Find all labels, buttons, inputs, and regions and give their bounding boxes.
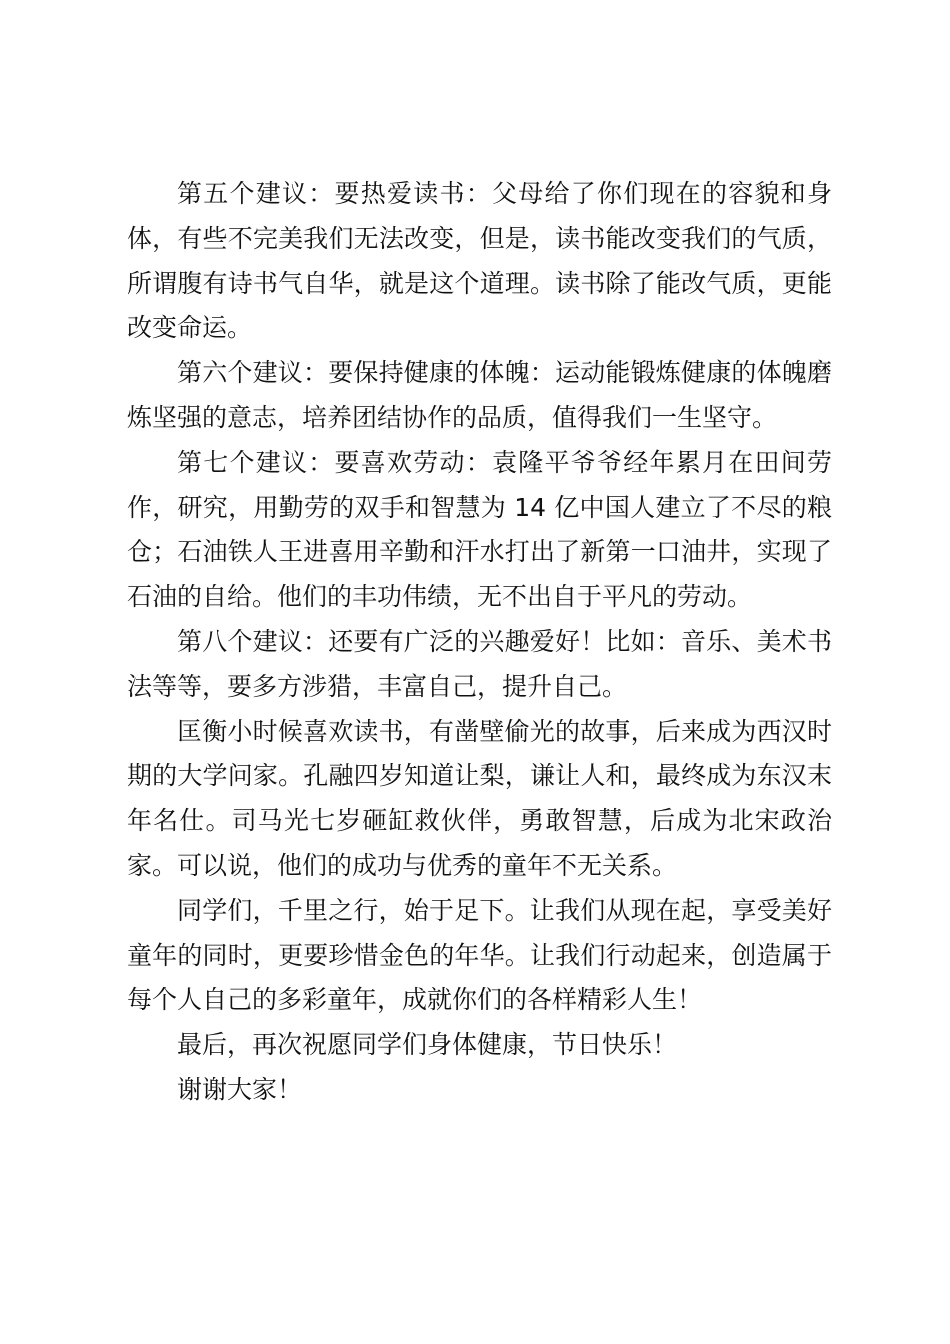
document-body xyxy=(127,172,832,1113)
paragraph-hobbies: 第八个建议：还要有广泛的兴趣爱好！比如：音乐、美术书法等等，要多方涉猎，丰富自己，提升自己。 xyxy=(127,626,832,701)
paragraph-historical-examples: 匡衡小时候喜欢读书，有凿壁偷光的故事，后来成为西汉时期的大学问家。孔融四岁知道让梨，谦让人和，最终成为东汉末年名仕。司马光七岁砸缸救伙伴，勇敢智慧，后成为北宋政治家。可以说，他们的成功与优秀的童年不无关系。 xyxy=(127,716,832,880)
paragraph-call-to-action: 同学们，千里之行，始于足下。让我们从现在起，享受美好童年的同时，更要珍惜金色的年华。让我们行动起来，创造属于每个人自己的多彩童年，成就你们的各样精彩人生！ xyxy=(127,895,832,1015)
paragraph-health: 第六个建议：要保持健康的体魄：运动能锻炼健康的体魄磨炼坚强的意志，培养团结协作的品质，值得我们一生坚守。 xyxy=(127,358,832,432)
paragraph-reading: 第五个建议：要热爱读书：父母给了你们现在的容貌和身体，有些不完美我们无法改变，但是，读书能改变我们的气质，所谓腹有诗书气自华，就是这个道理。读书除了能改气质，更能改变命运。 xyxy=(127,179,832,343)
paragraph-wishes: 最后，再次祝愿同学们身体健康，节日快乐！ xyxy=(177,1030,678,1060)
paragraph-thanks: 谢谢大家！ xyxy=(177,1074,303,1104)
paragraph-labor: 第七个建议：要喜欢劳动：袁隆平爷爷经年累月在田间劳作，研究，用勤劳的双手和智慧为 14 亿中国人建立了不尽的粮仓；石油铁人王进喜用辛勤和汗水打出了新第一口油井，实现了石油的自给。他们的丰功伟绩，无不出自于平凡的劳动。 xyxy=(127,447,832,612)
